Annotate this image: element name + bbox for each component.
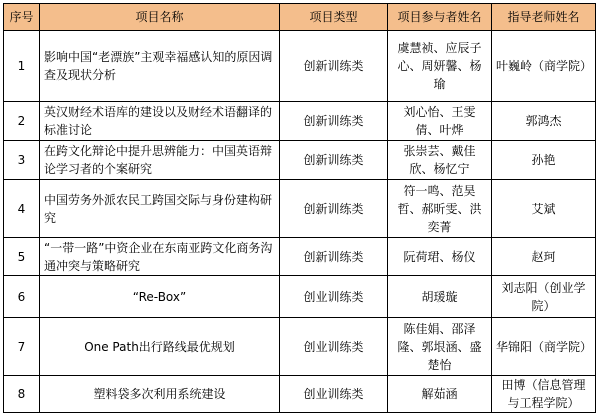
row-project-type: 创新训练类: [280, 141, 388, 180]
table-row: [4, 180, 596, 238]
row-advisor: 孙艳: [492, 141, 596, 180]
row-project-name: 在跨文化辩论中提升思辨能力：中国英语辩论学习者的个案研究: [40, 141, 280, 180]
row-advisor: 刘志阳（创业学院）: [492, 276, 596, 318]
row-participants: 胡瑗璇: [388, 276, 492, 318]
row-index: 4: [4, 180, 40, 238]
header-index: 序号: [4, 4, 40, 31]
row-project-name: 中国劳务外派农民工跨国交际与身份建构研究: [40, 180, 280, 238]
row-advisor: 华锦阳（商学院）: [492, 318, 596, 376]
table-row: [4, 376, 596, 413]
row-project-name: “Re-Box”: [132, 289, 187, 304]
row-index: 1: [4, 31, 40, 102]
row-project-name: “一带一路”中资企业在东南亚跨文化商务沟通冲突与策略研究: [40, 238, 280, 276]
row-project-type: 创业训练类: [280, 376, 388, 413]
table-row: [4, 102, 596, 141]
project-table: [3, 3, 596, 413]
row-index: 6: [4, 276, 40, 318]
header-participants: 项目参与者姓名: [388, 4, 492, 31]
row-participants: 虞慧祯、应辰子心、周妍馨、杨瑜: [388, 31, 492, 102]
row-project-name: 影响中国“老漂族”主观幸福感认知的原因调查及现状分析: [40, 31, 280, 102]
row-participants: 符一鸣、范昊哲、郝昕雯、洪奕菁: [388, 180, 492, 238]
row-advisor: 郭鸿杰: [492, 102, 596, 141]
row-project-type: 创业训练类: [280, 276, 388, 318]
row-project-name: 英汉财经术语库的建设以及财经术语翻译的标准讨论: [40, 102, 280, 141]
table-row: [4, 141, 596, 180]
table-row: [4, 276, 596, 318]
row-project-type: 创业训练类: [280, 318, 388, 376]
row-advisor: 赵珂: [492, 238, 596, 276]
row-project-type: 创新训练类: [280, 102, 388, 141]
row-index: 7: [4, 318, 40, 376]
table-row: [4, 31, 596, 102]
row-project-name: 塑料袋多次利用系统建设: [93, 387, 226, 401]
row-participants: 阮荷珺、杨仪: [388, 238, 492, 276]
table-header-row: [4, 4, 596, 31]
header-project-name: 项目名称: [40, 4, 280, 31]
row-participants: 解茹涵: [388, 376, 492, 413]
row-index: 5: [4, 238, 40, 276]
row-project-type: 创新训练类: [280, 180, 388, 238]
row-advisor: 田博（信息管理与工程学院）: [492, 376, 596, 413]
row-index: 8: [4, 376, 40, 413]
header-advisor: 指导老师姓名: [492, 4, 596, 31]
row-advisor: 叶巍岭（商学院）: [492, 31, 596, 102]
row-participants: 刘心怡、王雯倩、叶烨: [388, 102, 492, 141]
row-index: 3: [4, 141, 40, 180]
table-row: [4, 238, 596, 276]
table-row: [4, 318, 596, 376]
row-participants: 张崇芸、戴佳欣、杨忆宁: [388, 141, 492, 180]
header-project-type: 项目类型: [280, 4, 388, 31]
row-project-name: One Path出行路线最优规划: [84, 339, 235, 354]
row-advisor: 艾斌: [492, 180, 596, 238]
row-participants: 陈佳娟、邵泽隆、郭垠涵、盛楚怡: [388, 318, 492, 376]
row-index: 2: [4, 102, 40, 141]
row-project-type: 创新训练类: [280, 238, 388, 276]
row-project-type: 创新训练类: [280, 31, 388, 102]
